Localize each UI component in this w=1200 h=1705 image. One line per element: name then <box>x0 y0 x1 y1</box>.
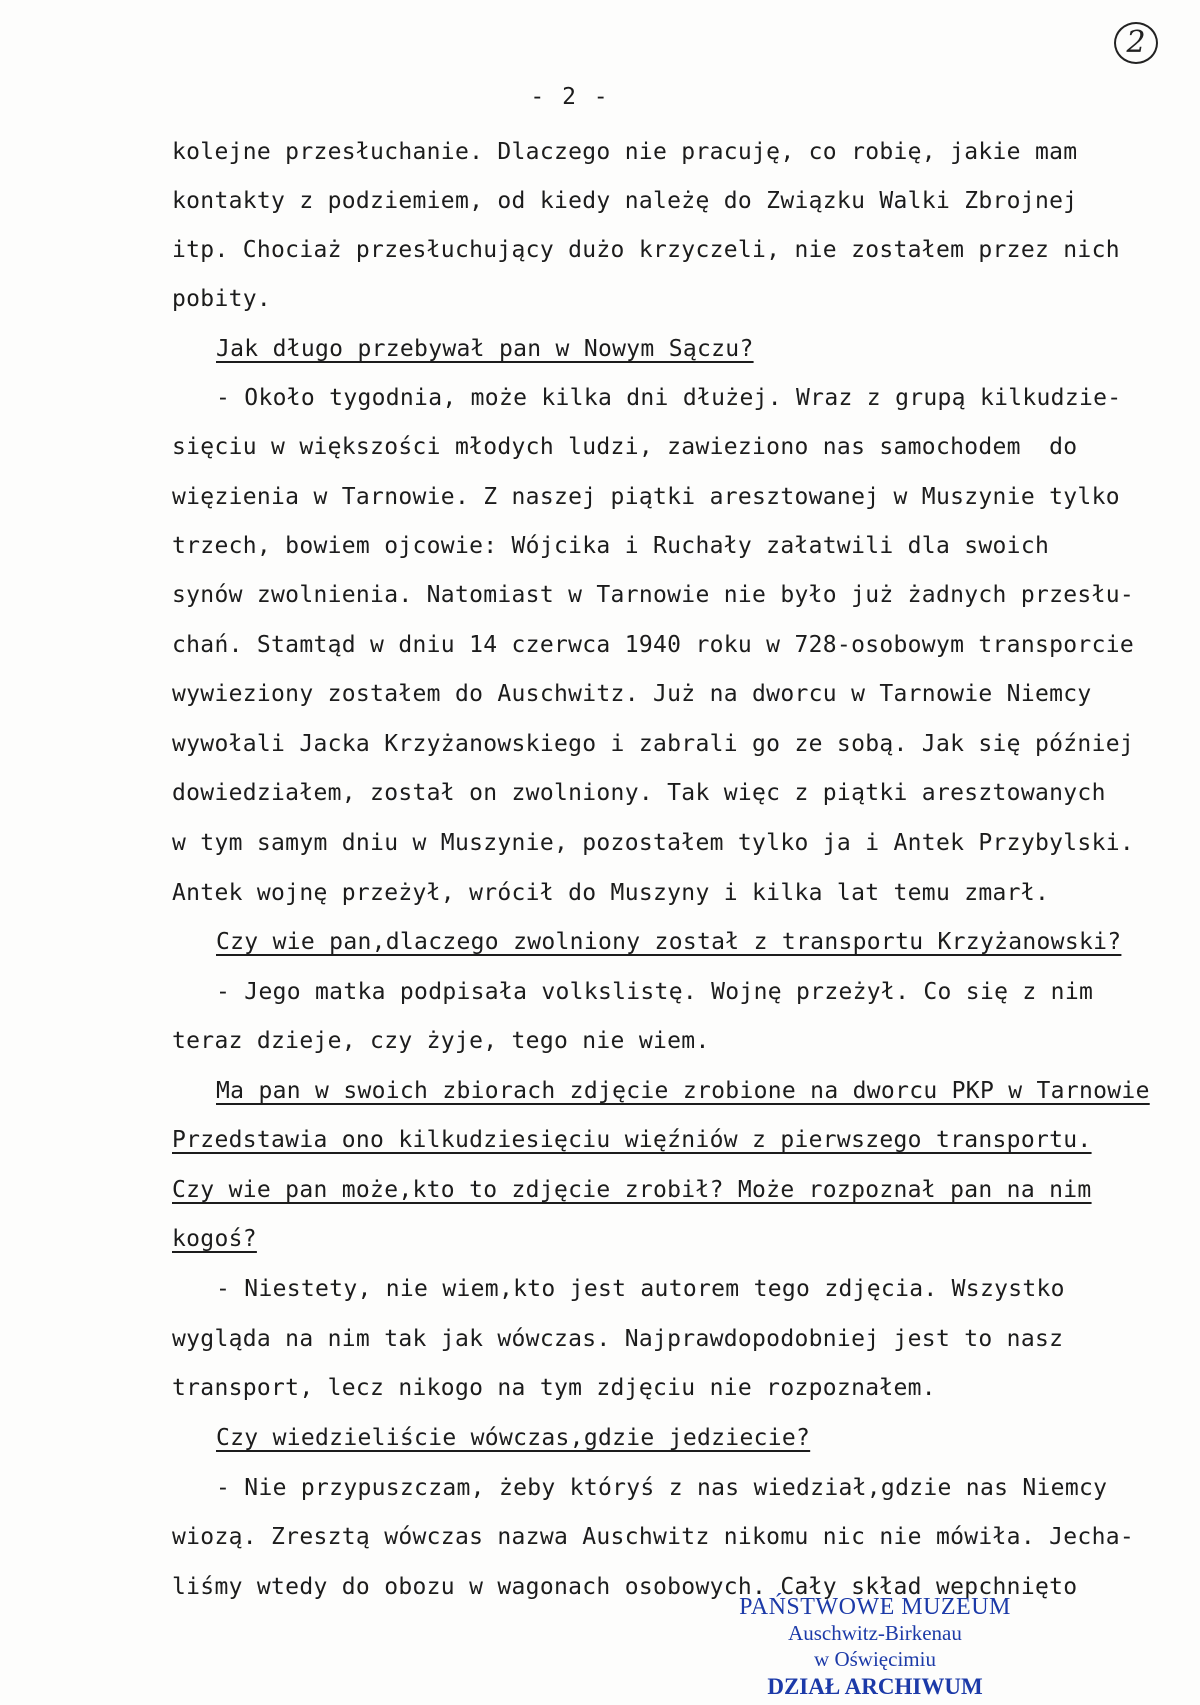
text-line: transport, lecz nikogo na tym zdjęciu nie rozpoznałem. <box>172 1375 936 1401</box>
text-line: itp. Chociaż przesłuchujący dużo krzyczeli, nie zostałem przez nich <box>172 237 1120 263</box>
answer-line: - Jego matka podpisała volkslistę. Wojnę przeżył. Co się z nim <box>216 979 1094 1005</box>
question-line: Czy wiedzieliście wówczas,gdzie jedziecie? <box>216 1425 811 1451</box>
question-line: Czy wie pan,dlaczego zwolniony został z transportu Krzyżanowski? <box>216 929 1122 955</box>
question-line: Czy wie pan może,kto to zdjęcie zrobił? Może rozpoznał pan na nim <box>172 1177 1092 1203</box>
text-line: wygląda na nim tak jak wówczas. Najprawdopodobniej jest to nasz <box>172 1326 1064 1352</box>
text-line: trzech, bowiem ojcowie: Wójcika i Ruchały załatwili dla swoich <box>172 533 1050 559</box>
stamp-museum-name: Auschwitz-Birkenau <box>788 1621 962 1645</box>
text-line: chań. Stamtąd w dniu 14 czerwca 1940 roku w 728-osobowym transporcie <box>172 632 1135 658</box>
question-line: Przedstawia ono kilkudziesięciu więźniów z pierwszego transportu. <box>172 1127 1092 1153</box>
text-line: pobity. <box>172 286 272 312</box>
stamp-department: DZIAŁ ARCHIWUM <box>767 1674 983 1699</box>
text-line: więzienia w Tarnowie. Z naszej piątki aresztowanej w Muszynie tylko <box>172 484 1120 510</box>
circled-page-number: 2 <box>1114 22 1158 64</box>
stamp-institution: PAŃSTWOWE MUZEUM <box>739 1594 1011 1620</box>
archive-stamp <box>730 1594 1020 1702</box>
text-line: wywieziony zostałem do Auschwitz. Już na dworcu w Tarnowie Niemcy <box>172 681 1092 707</box>
question-line: kogoś? <box>172 1226 257 1252</box>
text-line: kontakty z podziemiem, od kiedy należę do Związku Walki Zbrojnej <box>172 188 1078 214</box>
text-line: dowiedziałem, został on zwolniony. Tak więc z piątki aresztowanych <box>172 780 1106 806</box>
text-line: Antek wojnę przeżył, wrócił do Muszyny i kilka lat temu zmarł. <box>172 880 1050 906</box>
stamp-location: w Oświęcimiu <box>814 1647 936 1671</box>
question-line: Jak długo przebywał pan w Nowym Sączu? <box>216 336 754 362</box>
answer-line: - Około tygodnia, może kilka dni dłużej. Wraz z grupą kilkudzie- <box>216 385 1122 411</box>
answer-line: - Niestety, nie wiem,kto jest autorem tego zdjęcia. Wszystko <box>216 1276 1065 1302</box>
answer-line: - Nie przypuszczam, żeby któryś z nas wiedział,gdzie nas Niemcy <box>216 1475 1108 1501</box>
question-line: Ma pan w swoich zbiorach zdjęcie zrobione na dworcu PKP w Tarnowie <box>216 1078 1150 1104</box>
text-line: teraz dzieje, czy żyje, tego nie wiem. <box>172 1028 710 1054</box>
page-number: - 2 - <box>530 84 610 110</box>
text-line: liśmy wtedy do obozu w wagonach osobowych. Cały skład wepchnięto <box>172 1574 1078 1600</box>
text-line: synów zwolnienia. Natomiast w Tarnowie nie było już żadnych przesłu- <box>172 582 1135 608</box>
text-line: w tym samym dniu w Muszynie, pozostałem tylko ja i Antek Przybylski. <box>172 830 1135 856</box>
text-line: wiozą. Zresztą wówczas nazwa Auschwitz nikomu nic nie mówiła. Jecha- <box>172 1524 1135 1550</box>
text-line: kolejne przesłuchanie. Dlaczego nie pracuję, co robię, jakie mam <box>172 139 1078 165</box>
text-line: wywołali Jacka Krzyżanowskiego i zabrali go ze sobą. Jak się później <box>172 731 1135 757</box>
text-line: sięciu w większości młodych ludzi, zawieziono nas samochodem do <box>172 434 1078 460</box>
